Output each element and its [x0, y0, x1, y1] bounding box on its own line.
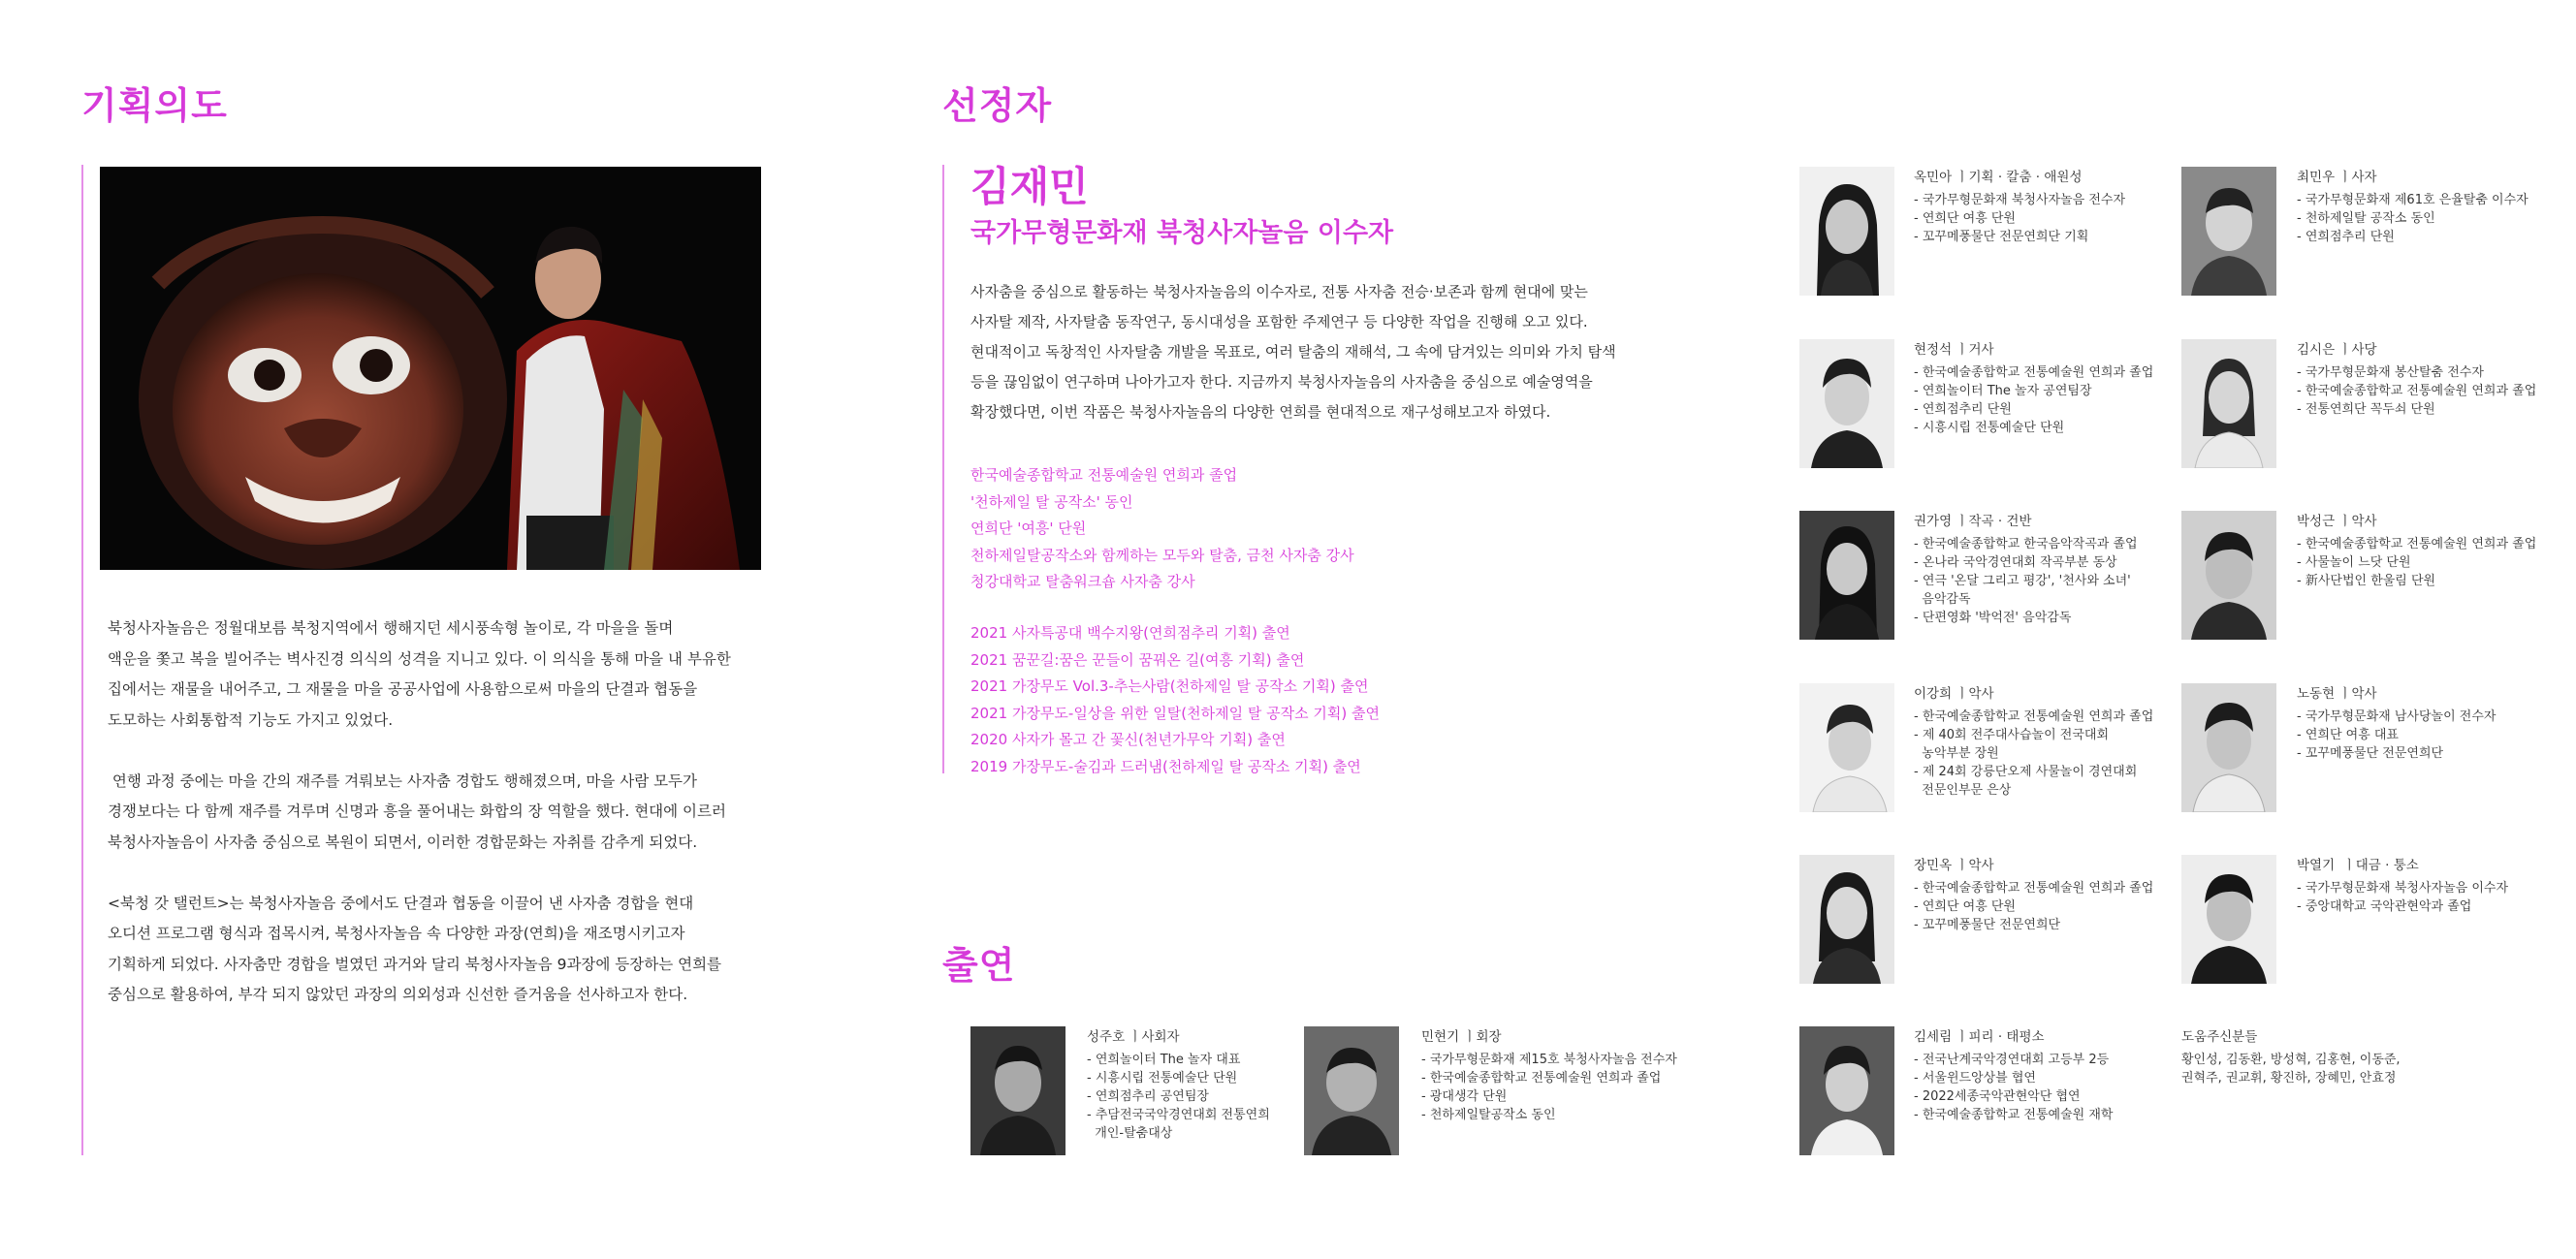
bio-line: - 국가무형문화재 제61호 은율탈춤 이수자 — [2297, 193, 2528, 207]
performer-photo — [2181, 855, 2276, 984]
selected-intro — [970, 277, 1616, 427]
cast-name: 민현기 ㅣ회장 — [1421, 1029, 1502, 1045]
cast-photo-chairman — [1304, 1026, 1399, 1155]
intro-line: 확장했다면, 이번 작품은 북청사자놀음의 다양한 연희를 현대적으로 재구성해보고자 하였다. — [970, 403, 1551, 421]
performer-bio — [1914, 363, 2153, 437]
career-list — [970, 462, 1354, 596]
selected-subtitle: 국가무형문화재 북청사자놀음 이수자 — [970, 218, 1394, 248]
bio-line: - 꼬꾸메풍물단 전문연희단 — [2297, 746, 2444, 761]
performer-bio — [2297, 191, 2528, 246]
career-item: '천하제일 탈 공작소' 동인 — [970, 492, 1133, 511]
bio-line: - 한국예술종합학교 전통예술원 재학 — [1914, 1108, 2114, 1122]
bio-line: - 국가무형문화재 봉산탈춤 전수자 — [2297, 365, 2484, 380]
bio-line: - 중앙대학교 국악관현악과 졸업 — [2297, 899, 2472, 914]
planning-line: 중심으로 활용하여, 부각 되지 않았던 과장의 의외성과 신선한 즐거움을 선사하고자 한다. — [108, 986, 688, 1003]
bio-line: - 추담전국국악경연대회 전통연희 — [1087, 1108, 1270, 1122]
performer-bio — [2297, 535, 2536, 590]
bio-line: - 국가무형문화재 남사당놀이 전수자 — [2297, 709, 2496, 724]
bio-line: - 연희점추리 단원 — [1914, 402, 2012, 417]
planning-line: 북청사자놀음은 정월대보름 북청지역에서 행해지던 세시풍속형 놀이로, 각 마을을 돌며 — [108, 619, 674, 637]
performer-photo — [2181, 339, 2276, 468]
work-item: 2021 가장무도 Vol.3-추는사람(천하제일 탈 공작소 기획) 출연 — [970, 677, 1369, 695]
planning-line: 액운을 쫓고 복을 빌어주는 벽사진경 의식의 성격을 지니고 있다. 이 의식을 통해 마을 내 부유한 — [108, 649, 731, 668]
work-item: 2019 가장무도-술김과 드러냄(천하제일 탈 공작소 기획) 출연 — [970, 757, 1361, 775]
career-item: 청강대학교 탈춤워크숍 사자춤 강사 — [970, 573, 1195, 590]
bio-line: - 新사단법인 한울림 단원 — [2297, 574, 2436, 588]
section-title-cast: 출연 — [942, 944, 1016, 987]
performer-bio — [1914, 879, 2153, 934]
bio-line: - 연희놀이터 The 놀자 공연팀장 — [1914, 384, 2092, 398]
performer-photo — [1799, 1026, 1894, 1155]
helpers-block — [2181, 1025, 2401, 1087]
middle-accent-line — [942, 165, 944, 773]
bio-line: - 연희점추리 공연팀장 — [1087, 1089, 1209, 1104]
intro-line: 사자춤을 중심으로 활동하는 북청사자놀음의 이수자로, 전통 사자춤 전승·보존과 함께 현대에 맞는 — [970, 283, 1588, 300]
work-item: 2020 사자가 몰고 간 꽃신(천년가무악 기획) 출연 — [970, 731, 1286, 748]
performer-bio — [1914, 708, 2153, 800]
cast-name: 성주호 ㅣ사회자 — [1087, 1029, 1180, 1045]
cast-bio — [1421, 1051, 1677, 1124]
bio-line: - 국가무형문화재 북청사자놀음 이수자 — [2297, 881, 2509, 896]
cast-bio — [1087, 1051, 1270, 1143]
helpers-line: 권혁주, 권교휘, 황진하, 장혜민, 안효정 — [2181, 1071, 2397, 1086]
left-accent-line — [81, 165, 83, 1155]
bio-line: - 국가무형문화재 제15호 북청사자놀음 전수자 — [1421, 1053, 1677, 1067]
intro-line: 사자탈 제작, 사자탈춤 동작연구, 동시대성을 포함한 주제연구 등 다양한 작업을 진행해 오고 있다. — [970, 313, 1588, 330]
bio-line: 음악감독 — [1914, 592, 1971, 607]
bio-line: - 단편영화 '박억전' 음악감독 — [1914, 611, 2072, 625]
bio-line: - 천하제일탈공작소 동인 — [1421, 1108, 1556, 1122]
bio-line: - 제 40회 전주대사습놀이 전국대회 — [1914, 728, 2110, 742]
performer-photo — [1799, 167, 1894, 296]
performer-bio — [2297, 708, 2496, 763]
planning-line: <북청 갓 탤런트>는 북청사자놀음 중에서도 단결과 협동을 이끌어 낸 사자춤 경합을 현대 — [108, 894, 694, 912]
performer-photo — [1799, 683, 1894, 812]
bio-line: - 연희점추리 단원 — [2297, 230, 2395, 244]
bio-line: - 한국예술종합학교 전통예술원 연희과 졸업 — [1421, 1071, 1662, 1086]
performer-name: 옥민아 ㅣ기획 · 칼춤 · 애원성 — [1914, 170, 2083, 185]
selected-name: 김재민 — [970, 163, 1089, 210]
helpers-list — [2181, 1051, 2401, 1087]
bio-line: - 한국예술종합학교 전통예술원 연희과 졸업 — [1914, 709, 2154, 724]
bio-line: 전문인부문 은상 — [1914, 783, 2012, 798]
performer-photo — [1799, 339, 1894, 468]
performer-bio — [2297, 879, 2508, 916]
career-item: 한국예술종합학교 전통예술원 연희과 졸업 — [970, 466, 1238, 484]
cast-photo-host — [970, 1026, 1065, 1155]
career-item: 천하제일탈공작소와 함께하는 모두와 탈춤, 금천 사자춤 강사 — [970, 546, 1354, 564]
performer-photo — [2181, 511, 2276, 640]
helpers-line: 황인성, 김동환, 방성혁, 김홍현, 이동준, — [2181, 1053, 2401, 1067]
planning-line: 경쟁보다는 다 함께 재주를 겨루며 신명과 흥을 풀어내는 화합의 장 역할을 했다. 현대에 이르러 — [108, 803, 726, 820]
bio-line: - 천하제일탈 공작소 동인 — [2297, 211, 2435, 226]
bio-line: - 광대생각 단원 — [1421, 1089, 1508, 1104]
bio-line: - 연희단 여흥 단원 — [1914, 899, 2016, 914]
performer-bio — [2297, 363, 2536, 419]
planning-intent-text — [108, 614, 757, 1011]
bio-line: - 온나라 국악경연대회 작곡부분 동상 — [1914, 555, 2117, 570]
performer-name: 김시은 ㅣ사당 — [2297, 342, 2377, 358]
section-title-planning: 기획의도 — [81, 84, 228, 127]
bio-line: - 시흥시립 전통예술단 단원 — [1914, 421, 2065, 435]
performer-name: 노동현 ㅣ악사 — [2297, 686, 2377, 702]
section-title-selected: 선정자 — [942, 84, 1053, 127]
planning-line: 기획하게 되었다. 사자춤만 경합을 벌였던 과거와 달리 북청사자놀음 9과장에 등장하는 연희를 — [108, 955, 722, 973]
planning-line: 집에서는 재물을 내어주고, 그 재물을 마을 공공사업에 사용함으로써 마을의 단결과 협동을 — [108, 680, 698, 698]
hero-photo — [100, 167, 761, 570]
bio-line: - 연극 '온달 그리고 평강', '천사와 소녀' — [1914, 574, 2131, 588]
intro-line: 현대적이고 독창적인 사자탈춤 개발을 목표로, 여러 탈춤의 재해석, 그 속에 담겨있는 의미와 가치 탐색 — [970, 343, 1616, 361]
planning-line: 연행 과정 중에는 마을 간의 재주를 겨뤄보는 사자춤 경합도 행해졌으며, 마을 사람 모두가 — [108, 771, 698, 790]
bio-line: - 한국예술종합학교 전통예술원 연희과 졸업 — [2297, 384, 2537, 398]
bio-line: - 시흥시립 전통예술단 단원 — [1087, 1071, 1238, 1086]
performer-photo — [2181, 683, 2276, 812]
bio-line: - 연희놀이터 The 놀자 대표 — [1087, 1053, 1241, 1067]
intro-line: 등을 끊임없이 연구하며 나아가고자 한다. 지금까지 북청사자놀음의 사자춤을 중심으로 예술영역을 — [970, 373, 1593, 391]
bio-line: 농악부분 장원 — [1914, 746, 1999, 761]
bio-line: - 국가무형문화재 북청사자놀음 전수자 — [1914, 193, 2126, 207]
bio-line: - 한국예술종합학교 전통예술원 연희과 졸업 — [1914, 365, 2154, 380]
bio-line: - 한국예술종합학교 한국음악작곡과 졸업 — [1914, 537, 2138, 551]
performer-name: 이강희 ㅣ악사 — [1914, 686, 1994, 702]
bio-line: 개인-탈춤대상 — [1087, 1126, 1173, 1141]
bio-line: - 제 24회 강릉단오제 사물놀이 경연대회 — [1914, 765, 2138, 779]
lion-mask-performer-image — [100, 167, 761, 570]
bio-line: - 연희단 여흥 단원 — [1914, 211, 2016, 226]
performer-name: 최민우 ㅣ사자 — [2297, 170, 2377, 185]
planning-line: 오디션 프로그램 형식과 접목시켜, 북청사자놀음 속 다양한 과장(연희)을 재조명시키고자 — [108, 925, 685, 942]
performer-name: 장민옥 ㅣ악사 — [1914, 858, 1994, 873]
work-item: 2021 사자특공대 백수지왕(연희점추리 기획) 출연 — [970, 624, 1290, 642]
work-item: 2021 꿈꾼길:꿈은 꾼들이 꿈꿔온 길(여흥 기획) 출연 — [970, 650, 1305, 669]
bio-line: - 연희단 여흥 대표 — [2297, 728, 2399, 742]
performer-photo — [2181, 167, 2276, 296]
performer-name: 현정석 ㅣ거사 — [1914, 342, 1994, 358]
bio-line: - 사물놀이 느닷 단원 — [2297, 555, 2411, 570]
bio-line: - 한국예술종합학교 전통예술원 연희과 졸업 — [1914, 881, 2154, 896]
performer-bio — [1914, 191, 2125, 246]
bio-line: - 전통연희단 꼭두쇠 단원 — [2297, 402, 2435, 417]
performer-name: 권가영 ㅣ작곡 · 건반 — [1914, 514, 2032, 529]
performer-bio — [1914, 535, 2138, 627]
bio-line: - 서울윈드앙상블 협연 — [1914, 1071, 2036, 1086]
performer-bio — [1914, 1051, 2113, 1124]
performer-name: 박열기 ㅣ대금 · 퉁소 — [2297, 858, 2419, 873]
bio-line: - 전국난계국악경연대회 고등부 2등 — [1914, 1053, 2110, 1067]
performer-name: 김세림 ㅣ피리 · 태평소 — [1914, 1029, 2045, 1045]
performer-photo — [1799, 855, 1894, 984]
performer-name: 박성근 ㅣ악사 — [2297, 514, 2377, 529]
bio-line: - 2022세종국악관현악단 협연 — [1914, 1089, 2081, 1104]
works-list — [970, 620, 1380, 780]
helpers-title: 도움주신분들 — [2181, 1029, 2258, 1045]
performer-photo — [1799, 511, 1894, 640]
planning-line: 도모하는 사회통합적 기능도 가지고 있었다. — [108, 710, 394, 729]
work-item: 2021 가장무도-일상을 위한 일탈(천하제일 탈 공작소 기획) 출연 — [970, 704, 1380, 722]
planning-line: 북청사자놀음이 사자춤 중심으로 복원이 되면서, 이러한 경합문화는 자취를 감추게 되었다. — [108, 833, 698, 851]
bio-line: - 한국예술종합학교 전통예술원 연희과 졸업 — [2297, 537, 2537, 551]
bio-line: - 꼬꾸메풍물단 전문연희단 — [1914, 918, 2061, 932]
bio-line: - 꼬꾸메풍물단 전문연희단 기획 — [1914, 230, 2089, 244]
career-item: 연희단 '여흥' 단원 — [970, 519, 1087, 537]
